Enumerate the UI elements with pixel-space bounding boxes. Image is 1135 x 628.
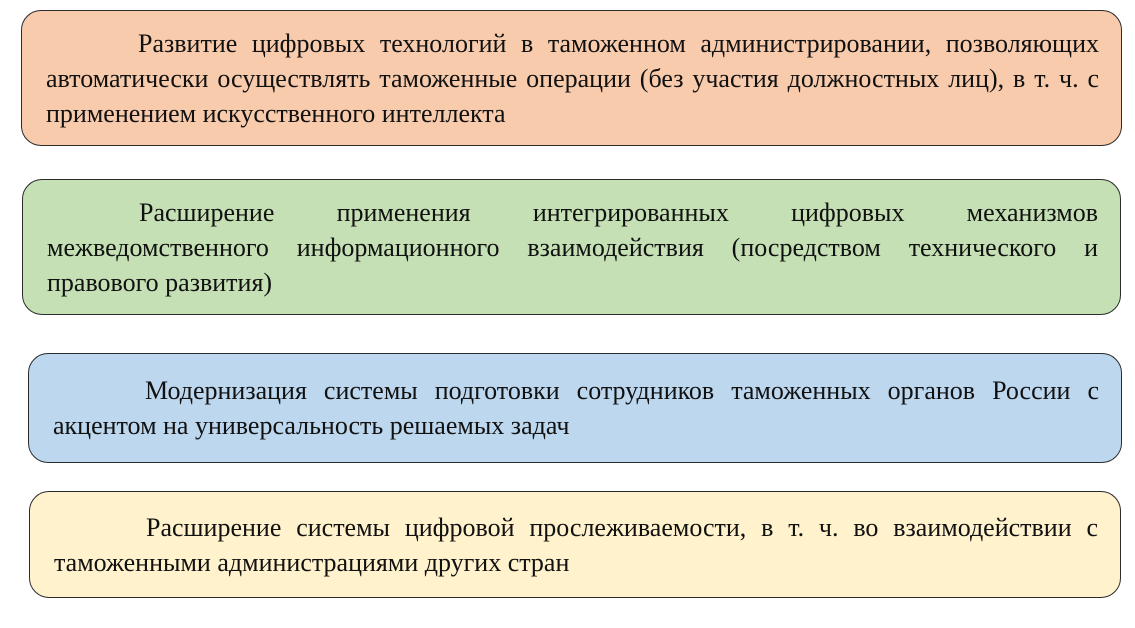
priority-text: Модернизация системы подготовки сотрудников таможенных органов России с акцентом на универсальность решаемых задач [53,376,1099,440]
priority-box-digital-technologies [21,10,1122,146]
priority-text: Расширение системы цифровой прослеживаемости, в т. ч. во взаимодействии с таможенными администрациями других стран [54,512,1098,577]
priority-text: Развитие цифровых технологий в таможенном администрировании, позволяющих автоматически осуществлять таможенные операции (без участия должностных лиц), в т. ч. с применением искусственного интеллекта [46,28,1099,128]
priority-box-digital-traceability [29,491,1121,598]
priority-box-staff-training [28,353,1122,463]
priority-text: Расширение применения интегрированных цифровых механизмов межведомственного информационного взаимодействия (посредством технического и правового развития) [47,197,1098,297]
priority-box-interagency-interaction [22,179,1121,315]
